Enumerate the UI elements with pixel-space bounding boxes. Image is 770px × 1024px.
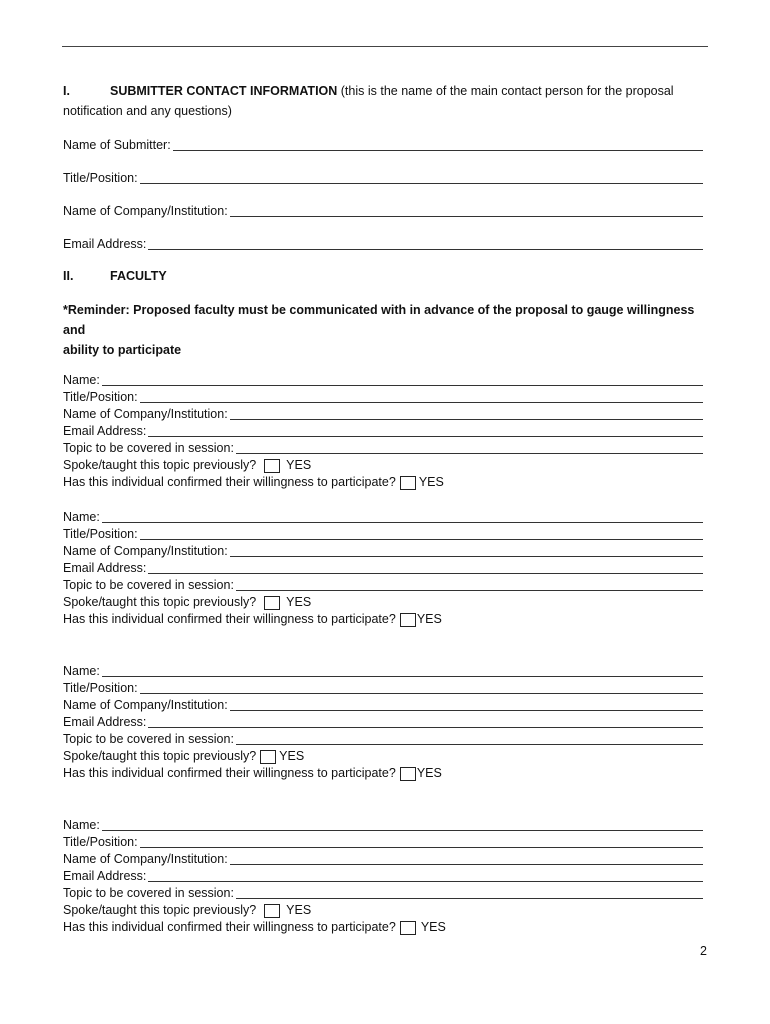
faculty-confirmed-label: Has this individual confirmed their willingness to participate? bbox=[63, 920, 396, 934]
faculty-spoke-label: Spoke/taught this topic previously? bbox=[63, 595, 257, 609]
submitter-company-row bbox=[63, 203, 703, 220]
faculty-name-label: Name: bbox=[63, 510, 100, 524]
faculty-confirmed-row bbox=[63, 474, 703, 491]
faculty-spoke-row bbox=[63, 902, 703, 919]
faculty-spoke-label: Spoke/taught this topic previously? bbox=[63, 903, 257, 917]
faculty-topic-field[interactable] bbox=[236, 453, 703, 454]
faculty-email-label: Email Address: bbox=[63, 715, 147, 729]
faculty-email-field[interactable] bbox=[148, 573, 703, 574]
faculty-topic-row bbox=[63, 577, 703, 594]
faculty-email-row bbox=[63, 714, 703, 731]
faculty-title-label: Title/Position: bbox=[63, 681, 138, 695]
spoke-yes-label: YES bbox=[286, 595, 312, 609]
faculty-name-row bbox=[63, 372, 703, 389]
faculty-email-field[interactable] bbox=[148, 436, 703, 437]
section-2-title: FACULTY bbox=[110, 269, 167, 283]
faculty-topic-field[interactable] bbox=[236, 744, 703, 745]
spoke-yes-label: YES bbox=[286, 458, 312, 472]
faculty-company-field[interactable] bbox=[230, 864, 703, 865]
faculty-name-row bbox=[63, 509, 703, 526]
faculty-spoke-row bbox=[63, 594, 703, 611]
section-1-numeral: I. bbox=[63, 84, 70, 98]
faculty-block-4 bbox=[63, 817, 703, 936]
confirmed-yes-checkbox[interactable] bbox=[400, 613, 416, 627]
faculty-name-label: Name: bbox=[63, 373, 100, 387]
faculty-company-row bbox=[63, 543, 703, 560]
faculty-topic-row bbox=[63, 440, 703, 457]
confirmed-yes-checkbox[interactable] bbox=[400, 767, 416, 781]
header-rule bbox=[62, 46, 708, 47]
faculty-email-label: Email Address: bbox=[63, 561, 147, 575]
faculty-company-label: Name of Company/Institution: bbox=[63, 698, 228, 712]
faculty-reminder-cont: ability to participate bbox=[63, 343, 182, 357]
faculty-company-label: Name of Company/Institution: bbox=[63, 544, 228, 558]
faculty-title-row bbox=[63, 389, 703, 406]
submitter-email-row bbox=[63, 236, 703, 253]
faculty-company-field[interactable] bbox=[230, 710, 703, 711]
faculty-name-label: Name: bbox=[63, 664, 100, 678]
faculty-title-field[interactable] bbox=[140, 847, 703, 848]
confirmed-yes-checkbox[interactable] bbox=[400, 921, 416, 935]
submitter-email-field[interactable] bbox=[148, 249, 703, 250]
submitter-title-label: Title/Position: bbox=[63, 171, 138, 185]
faculty-email-row bbox=[63, 868, 703, 885]
faculty-block-3 bbox=[63, 663, 703, 782]
section-1-heading bbox=[63, 82, 703, 101]
faculty-company-label: Name of Company/Institution: bbox=[63, 407, 228, 421]
section-2-heading bbox=[63, 267, 703, 286]
spoke-yes-label: YES bbox=[279, 749, 305, 763]
page-number: 2 bbox=[700, 944, 707, 958]
spoke-yes-checkbox[interactable] bbox=[264, 596, 280, 610]
faculty-name-label: Name: bbox=[63, 818, 100, 832]
spoke-yes-checkbox[interactable] bbox=[264, 904, 280, 918]
submitter-title-field[interactable] bbox=[140, 183, 703, 184]
faculty-title-field[interactable] bbox=[140, 693, 703, 694]
faculty-spoke-row bbox=[63, 748, 703, 765]
faculty-company-field[interactable] bbox=[230, 556, 703, 557]
submitter-name-label: Name of Submitter: bbox=[63, 138, 171, 152]
faculty-email-field[interactable] bbox=[148, 881, 703, 882]
confirmed-yes-label: YES bbox=[416, 612, 442, 626]
faculty-company-row bbox=[63, 697, 703, 714]
faculty-confirmed-row bbox=[63, 611, 703, 628]
spoke-yes-label: YES bbox=[286, 903, 312, 917]
spoke-yes-checkbox[interactable] bbox=[260, 750, 276, 764]
section-2-numeral: II. bbox=[63, 269, 74, 283]
form-body bbox=[63, 82, 703, 936]
faculty-topic-field[interactable] bbox=[236, 590, 703, 591]
confirmed-yes-label: YES bbox=[416, 766, 442, 780]
faculty-title-label: Title/Position: bbox=[63, 390, 138, 404]
faculty-name-row bbox=[63, 663, 703, 680]
faculty-spoke-label: Spoke/taught this topic previously? bbox=[63, 749, 257, 763]
faculty-reminder: *Reminder: Proposed faculty must be communicated with in advance of the proposal to gauge willingness and bbox=[63, 303, 695, 337]
confirmed-yes-checkbox[interactable] bbox=[400, 476, 416, 490]
faculty-topic-label: Topic to be covered in session: bbox=[63, 732, 234, 746]
submitter-company-label: Name of Company/Institution: bbox=[63, 204, 228, 218]
faculty-email-row bbox=[63, 560, 703, 577]
faculty-email-row bbox=[63, 423, 703, 440]
faculty-company-field[interactable] bbox=[230, 419, 703, 420]
faculty-title-label: Title/Position: bbox=[63, 835, 138, 849]
faculty-block-1 bbox=[63, 372, 703, 491]
faculty-title-field[interactable] bbox=[140, 539, 703, 540]
faculty-name-field[interactable] bbox=[102, 676, 703, 677]
faculty-confirmed-row bbox=[63, 919, 703, 936]
faculty-name-row bbox=[63, 817, 703, 834]
faculty-name-field[interactable] bbox=[102, 385, 703, 386]
faculty-name-field[interactable] bbox=[102, 522, 703, 523]
faculty-topic-label: Topic to be covered in session: bbox=[63, 441, 234, 455]
faculty-company-label: Name of Company/Institution: bbox=[63, 852, 228, 866]
faculty-topic-field[interactable] bbox=[236, 898, 703, 899]
faculty-confirmed-label: Has this individual confirmed their willingness to participate? bbox=[63, 612, 396, 626]
faculty-title-row bbox=[63, 680, 703, 697]
spoke-yes-checkbox[interactable] bbox=[264, 459, 280, 473]
faculty-name-field[interactable] bbox=[102, 830, 703, 831]
faculty-block-2 bbox=[63, 509, 703, 628]
faculty-spoke-label: Spoke/taught this topic previously? bbox=[63, 458, 257, 472]
faculty-spoke-row bbox=[63, 457, 703, 474]
faculty-title-field[interactable] bbox=[140, 402, 703, 403]
faculty-confirmed-label: Has this individual confirmed their willingness to participate? bbox=[63, 475, 396, 489]
submitter-company-field[interactable] bbox=[230, 216, 703, 217]
faculty-title-label: Title/Position: bbox=[63, 527, 138, 541]
faculty-email-label: Email Address: bbox=[63, 424, 147, 438]
submitter-email-label: Email Address: bbox=[63, 237, 147, 251]
faculty-confirmed-row bbox=[63, 765, 703, 782]
confirmed-yes-label: YES bbox=[418, 475, 444, 489]
faculty-topic-row bbox=[63, 885, 703, 902]
section-1-title: SUBMITTER CONTACT INFORMATION bbox=[110, 84, 338, 98]
faculty-email-field[interactable] bbox=[148, 727, 703, 728]
faculty-confirmed-label: Has this individual confirmed their willingness to participate? bbox=[63, 766, 396, 780]
faculty-email-label: Email Address: bbox=[63, 869, 147, 883]
section-1-description-cont: notification and any questions) bbox=[63, 104, 232, 118]
confirmed-yes-label: YES bbox=[420, 920, 446, 934]
submitter-name-row bbox=[63, 137, 703, 154]
faculty-title-row bbox=[63, 834, 703, 851]
faculty-topic-row bbox=[63, 731, 703, 748]
faculty-company-row bbox=[63, 851, 703, 868]
faculty-topic-label: Topic to be covered in session: bbox=[63, 578, 234, 592]
faculty-company-row bbox=[63, 406, 703, 423]
faculty-title-row bbox=[63, 526, 703, 543]
submitter-name-field[interactable] bbox=[173, 150, 703, 151]
faculty-topic-label: Topic to be covered in session: bbox=[63, 886, 234, 900]
submitter-title-row bbox=[63, 170, 703, 187]
section-1-description: (this is the name of the main contact person for the proposal bbox=[337, 84, 674, 98]
